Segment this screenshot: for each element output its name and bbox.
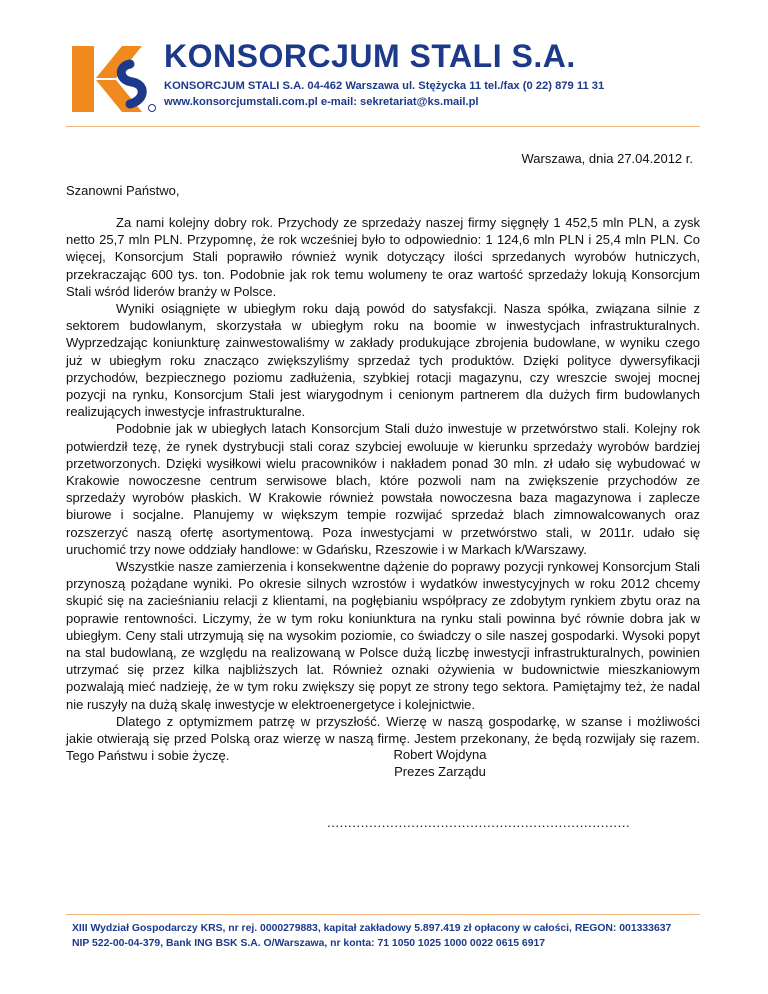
- footer-divider: [66, 914, 700, 915]
- letter-greeting: Szanowni Państwo,: [66, 183, 180, 198]
- letter-date: Warszawa, dnia 27.04.2012 r.: [521, 151, 693, 166]
- letter-body: [66, 214, 700, 765]
- company-address: KONSORCJUM STALI S.A. 04-462 Warszawa ul. Stężycka 11 tel./fax (0 22) 879 11 31: [164, 80, 605, 92]
- footer: [72, 921, 671, 951]
- paragraph: Za nami kolejny dobry rok. Przychody ze sprzedaży naszej firmy sięgnęły 1 452,5 mln PLN, a zysk netto 25,7 mln PLN. Przypomnę, że rok wcześniej było to odpowiednio: 1 124,6 mln PLN i 25,4 mln PLN. Co więcej, Konsorcjum Stali poprawiło również wynik dotyczący ilości sprzedanych wyrobów hutniczych, przekraczając 600 tys. ton. Podobnie jak rok temu wolumeny te oraz wartość sprzedaży lokują Konsorcjum Stali wśród liderów branży w Polsce.: [66, 215, 700, 299]
- company-contact: www.konsorcjumstali.com.pl e-mail: sekretariat@ks.mail.pl: [164, 96, 479, 108]
- paragraph: Dlatego z optymizmem patrzę w przyszłość. Wierzę w naszą gospodarkę, w szanse i możliwości jakie otwierają się przed Polską oraz wierzę w naszą firmę. Jestem przekonany, że będą rozwijały się razem. Tego Państwu i sobie życzę.: [66, 713, 700, 764]
- paragraph: Wszystkie nasze zamierzenia i konsekwentne dążenie do poprawy pozycji rynkowej Konsorcjum Stali przynoszą pożądane wyniki. Po okresie silnych wzrostów i wydatków inwestycyjnych w roku 2012 chcemy skupić się na zacieśnianiu relacji z klientami, na pogłębianiu współpracy ze zdobytym rynkiem zbytu oraz na poprawie rentowności. Liczymy, że w tym roku koniunktura na rynku stali powinna być równie dobra jak w ubiegłym. Ceny stali utrzymują się na wysokim poziomie, co świadczy o sile naszej gospodarki. Wysoki popyt na stal budowlaną, ze względu na realizowaną w Polsce dużą liczbę inwestycji infrastrukturalnych, powinien utrzymać się przez kilka najbliższych lat. Również oznaki ożywienia w budownictwie mieszkaniowym pozwalają mieć nadzieję, że w tym roku zwiększy się popyt ze strony tego sektora. Pamiętajmy też, że nadal nie ruszyły na dużą skalę inwestycje w elektroenergetyce i kolejnictwie.: [66, 559, 700, 712]
- company-logo-icon: [72, 44, 158, 114]
- letterhead: [72, 36, 692, 126]
- paragraph: Podobnie jak w ubiegłych latach Konsorcjum Stali dużo inwestuje w przetwórstwo stali. Kolejny rok potwierdził tezę, że rynek dystrybucji stali coraz szybciej ewoluuje w kierunku sprzedaży wyrobów bardziej przetworzonych. Dzięki wysiłkowi wielu pracowników i nakładem ponad 30 mln. zł udało się wybudować w Krakowie nowoczesne centrum serwisowe blach, które pozwoli nam na zwiększenie przychodów ze sprzedaży wyrobów płaskich. W Krakowie również powstała nowoczesna baza magazynowa i zaplecze biurowe i socjalne. Planujemy w większym tempie rozwijać sprzedaż blach zimnowalcowanych oraz rozszerzyć naszą ofertę asortymentową. Poza inwestycjami w przetwórstwo stali, w 2011r. udało się uruchomić trzy nowe oddziały handlowe: w Gdańsku, Rzeszowie i w Markach k/Warszawy.: [66, 421, 700, 557]
- paragraph: Wyniki osiągnięte w ubiegłym roku dają powód do satysfakcji. Nasza spółka, związana silnie z sektorem budowlanym, skorzystała w ubiegłym roku na boomie w inwestycjach infrastrukturalnych. Wyprzedzając koniunkturę zainwestowaliśmy w zakłady produkujące zbrojenia budowlane, w wyniku czego już w ubiegłym roku znacząco zwiększyliśmy sprzedaż tych produktów. Dzięki polityce dywersyfikacji przychodów, bezpiecznego poziomu zadłużenia, szybkiej rotacji magazynu, czy wreszcie swojej mocnej pozycji na rynku, Konsorcjum Stali jest wiarygodnym i cenionym partnerem dla dużych firm budowlanych realizujących inwestycje infrastrukturalne.: [66, 301, 700, 420]
- signer-name: Robert Wojdyna: [393, 747, 487, 762]
- header-divider: [66, 126, 700, 127]
- footer-registration: XIII Wydział Gospodarczy KRS, nr rej. 0000279883, kapitał zakładowy 5.897.419 zł opłacony w całości, REGON: 001333637: [72, 923, 672, 934]
- signature-block: [360, 746, 520, 780]
- signer-title: Prezes Zarządu: [394, 764, 486, 780]
- company-name: KONSORCJUM STALI S.A.: [164, 38, 576, 74]
- signature-line: ........................................................................: [327, 815, 631, 830]
- footer-bank: NIP 522-00-04-379, Bank ING BSK S.A. O/Warszawa, nr konta: 71 1050 1025 1000 0022 0615 6917: [72, 938, 546, 949]
